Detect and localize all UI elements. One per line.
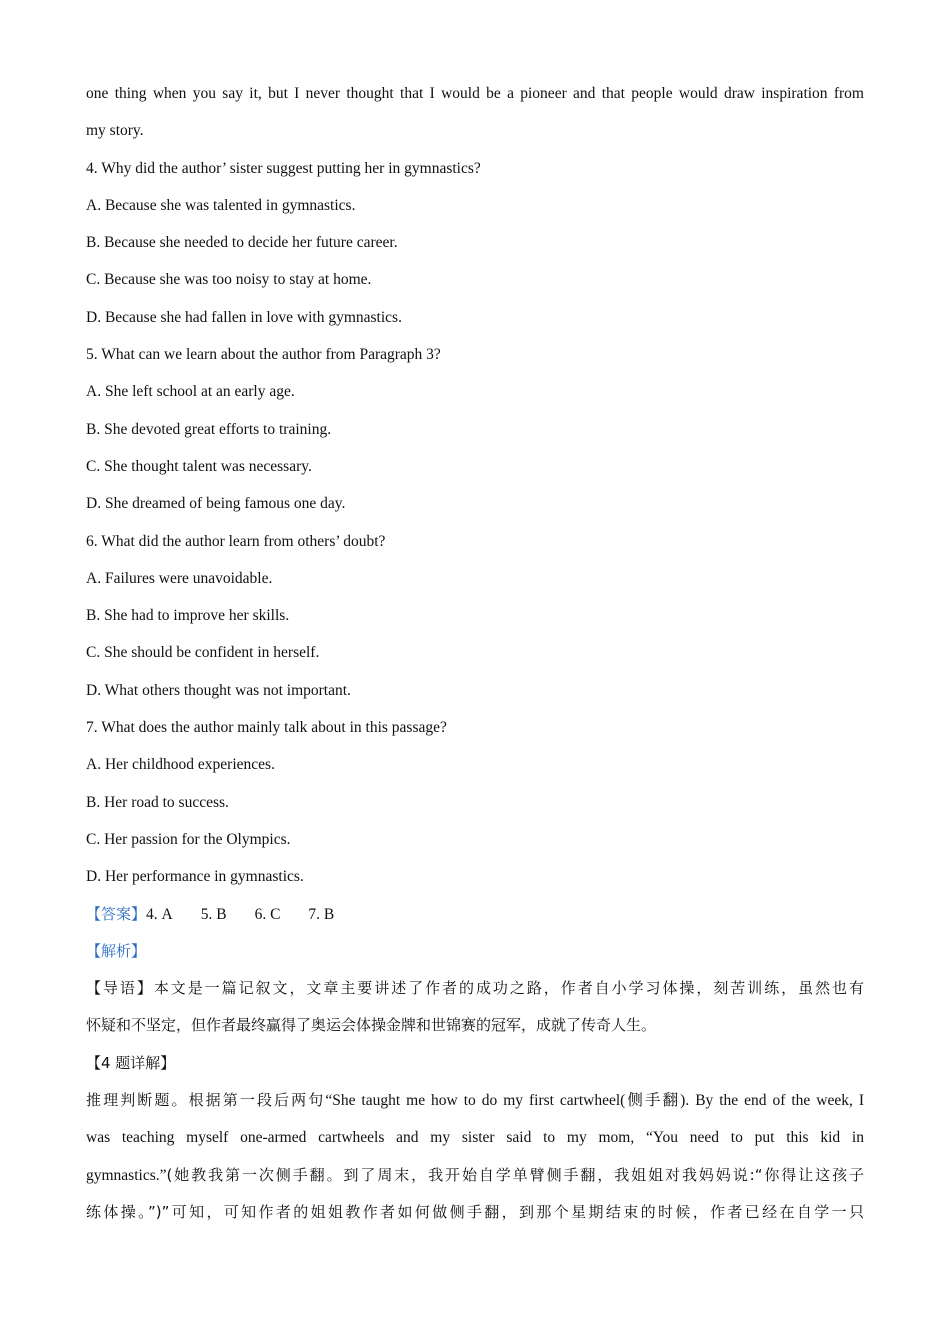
- option-6b: B. She had to improve her skills.: [86, 607, 290, 625]
- option-5b: B. She devoted great efforts to training.: [86, 420, 332, 438]
- question-stem-6: 6. What did the author learn from others’ doubt?: [86, 532, 386, 550]
- option-4a: A. Because she was talented in gymnastics.: [86, 196, 356, 214]
- detail-text-cn: (她教我第一次侧手翻。到了周末，我开始自学单臂侧手翻，我姐姐对我妈妈说:“你得让这孩子: [166, 1165, 864, 1184]
- option-6d: D. What others thought was not important.: [86, 681, 351, 699]
- passage-line: my story.: [86, 122, 144, 140]
- question-stem-5: 5. What can we learn about the author from Paragraph 3?: [86, 346, 441, 364]
- detail-line: [86, 1082, 864, 1119]
- detail-line: 练体操。”)”可知，可知作者的姐姐教作者如何做侧手翻，到那个星期结束的时候，作者已经在自学一只: [86, 1202, 864, 1221]
- option-7c: C. Her passion for the Olympics.: [86, 830, 291, 848]
- detail-line: was teaching myself one-armed cartwheels and my sister said to my mom, “You need to put this kid in: [86, 1129, 864, 1147]
- option-6a: A. Failures were unavoidable.: [86, 569, 273, 587]
- analysis-tag: 【解析】: [86, 941, 147, 960]
- intro-tag: 【导语】: [86, 979, 154, 998]
- option-4d: D. Because she had fallen in love with gymnastics.: [86, 308, 402, 326]
- answer-line: [86, 896, 864, 933]
- answer-item: 4. A: [146, 905, 173, 923]
- detail-text-en: “She taught me how to do my first cartwheel(侧手翻). By the end of the week, I: [325, 1092, 864, 1110]
- detail-text-en: gymnastics.”: [86, 1166, 167, 1184]
- option-5a: A. She left school at an early age.: [86, 383, 295, 401]
- document-page: [86, 75, 864, 1231]
- option-5c: C. She thought talent was necessary.: [86, 457, 312, 475]
- intro-line: [86, 970, 864, 1007]
- option-7d: D. Her performance in gymnastics.: [86, 868, 304, 886]
- answer-item: 5. B: [200, 905, 227, 923]
- option-7b: B. Her road to success.: [86, 793, 229, 811]
- option-5d: D. She dreamed of being famous one day.: [86, 495, 346, 513]
- answer-item: 6. C: [254, 905, 281, 923]
- option-4c: C. Because she was too noisy to stay at home.: [86, 271, 372, 289]
- intro-text: 本文是一篇记叙文，文章主要讲述了作者的成功之路，作者自小学习体操，刻苦训练，虽然也有: [153, 979, 864, 998]
- option-6c: C. She should be confident in herself.: [86, 644, 320, 662]
- option-4b: B. Because she needed to decide her future career.: [86, 234, 398, 252]
- question-stem-4: 4. Why did the author’ sister suggest putting her in gymnastics?: [86, 159, 481, 177]
- answer-tag: 【答案】: [86, 904, 147, 923]
- passage-line: one thing when you say it, but I never thought that I would be a pioneer and that people would draw inspiration from: [86, 85, 864, 102]
- intro-line: 怀疑和不坚定，但作者最终赢得了奥运会体操金牌和世锦赛的冠军，成就了传奇人生。: [86, 1016, 657, 1035]
- option-7a: A. Her childhood experiences.: [86, 756, 275, 774]
- detail-heading: 【4 题详解】: [86, 1053, 176, 1072]
- detail-text-cn: 推理判断题。根据第一段后两句: [86, 1091, 326, 1110]
- answer-item: 7. B: [308, 905, 335, 923]
- question-stem-7: 7. What does the author mainly talk about in this passage?: [86, 719, 447, 737]
- detail-line: [86, 1157, 864, 1194]
